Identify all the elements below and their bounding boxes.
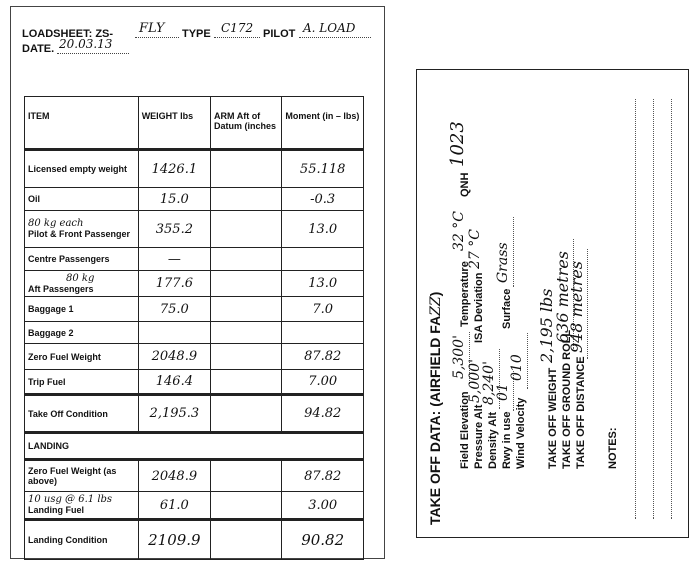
row-moment: 87.82	[282, 460, 364, 492]
row-moment: 13.0	[282, 271, 364, 297]
row-arm	[211, 460, 282, 492]
pressure-alt-label: Pressure Alt	[473, 404, 485, 469]
row-item: Aft Passengers	[28, 283, 94, 294]
row-weight: 2109.9	[138, 520, 210, 560]
temperature-value: 32 °C	[451, 211, 467, 251]
type-value: C172	[221, 21, 254, 35]
header-arm: ARM Aft of Datum (inches	[211, 97, 282, 150]
row-item: Oil	[28, 194, 41, 204]
density-alt-value: 8,240'	[481, 361, 497, 405]
row-arm	[211, 271, 282, 297]
row-weight: 1426.1	[138, 150, 210, 188]
pilot-value: A. LOAD	[303, 21, 356, 35]
takeoff-distance-value: 948 metres	[567, 260, 586, 353]
row-arm	[211, 297, 282, 322]
row-item: Landing Condition	[28, 535, 108, 545]
takeoff-airfield-value: ZZ	[428, 296, 444, 316]
table-row	[25, 188, 364, 211]
row-moment: 87.82	[282, 344, 364, 370]
row-item: Baggage 2	[28, 327, 74, 338]
row-weight: 15.0	[138, 188, 210, 211]
row-arm	[211, 248, 282, 271]
row-item: Zero Fuel Weight	[28, 351, 101, 362]
runway-label: Rwy in use	[501, 411, 513, 469]
row-moment	[282, 248, 364, 271]
pilot-label: PILOT	[263, 28, 296, 40]
date-label: DATE.	[22, 43, 55, 55]
qnh-label: QNH	[459, 172, 471, 197]
header-item: ITEM	[25, 97, 139, 150]
row-note: 80 kg	[66, 272, 95, 284]
table-row	[25, 395, 364, 433]
table-row	[25, 322, 364, 344]
density-alt-label: Density Alt	[487, 411, 499, 469]
loadsheet-table	[24, 96, 364, 560]
surface-value: Grass	[495, 242, 511, 283]
row-item: Pilot & Front Passenger	[28, 229, 131, 239]
field-elevation-value: 5,300'	[451, 335, 467, 379]
surface-label: Surface	[501, 288, 513, 329]
row-weight: 75.0	[138, 297, 210, 322]
table-row	[25, 520, 364, 560]
row-note: 80 kg each	[28, 218, 84, 229]
surface-line	[513, 217, 514, 287]
landing-section-heading: LANDING	[28, 441, 69, 451]
notes-line-1	[635, 99, 636, 519]
row-arm	[211, 520, 282, 560]
wind-velocity-label: Wind Velocity	[515, 397, 527, 469]
pilot-line	[299, 37, 371, 38]
row-moment: 90.82	[282, 520, 364, 560]
row-arm	[211, 188, 282, 211]
wind-velocity-line	[527, 333, 528, 389]
takeoff-weight-value: 2,195 lbs	[537, 288, 556, 363]
row-moment: 3.00	[282, 492, 364, 520]
takeoff-title	[427, 292, 444, 525]
table-row	[25, 248, 364, 271]
isa-deviation-label: ISA Deviation	[473, 272, 485, 343]
row-weight: 61.0	[138, 492, 210, 520]
row-arm	[211, 370, 282, 395]
type-label: TYPE	[182, 28, 211, 40]
row-item: Centre Passengers	[28, 254, 110, 264]
header-weight: WEIGHT lbs	[138, 97, 210, 150]
row-item: Trip Fuel	[28, 376, 66, 387]
qnh-value: 1023	[447, 121, 468, 167]
table-row	[25, 344, 364, 370]
row-item: Take Off Condition	[28, 408, 108, 419]
notes-label: NOTES:	[607, 427, 619, 469]
row-weight: 2048.9	[138, 460, 210, 492]
row-arm	[211, 150, 282, 188]
table-row	[25, 211, 364, 248]
row-arm	[211, 322, 282, 344]
row-note: 10 usg @ 6.1 lbs	[28, 494, 113, 505]
row-arm	[211, 492, 282, 520]
row-arm	[211, 211, 282, 248]
row-item: Zero Fuel Weight (as above)	[28, 466, 117, 486]
table-row	[25, 150, 364, 188]
row-weight: 146.4	[138, 370, 210, 395]
row-arm	[211, 344, 282, 370]
table-header-row	[25, 97, 364, 150]
takeoff-data-card	[416, 69, 689, 538]
temperature-label: Temperature	[459, 261, 471, 327]
row-item: Landing Fuel	[28, 505, 84, 515]
takeoff-distance-line	[587, 249, 588, 359]
takeoff-title-text: TAKE OFF DATA: (AIRFIELD FA	[427, 315, 443, 525]
row-weight	[138, 322, 210, 344]
type-line	[214, 37, 260, 38]
isa-deviation-value: 27 °C	[467, 229, 483, 269]
row-moment: -0.3	[282, 188, 364, 211]
row-moment	[282, 322, 364, 344]
header-moment: Moment (in – lbs)	[282, 97, 364, 150]
field-elevation-label: Field Elevation	[459, 391, 471, 469]
takeoff-title-close: )	[427, 291, 443, 297]
row-item: Licensed empty weight	[28, 164, 128, 174]
row-moment: 94.82	[282, 395, 364, 433]
ground-roll-label: TAKE OFF GROUND ROLL	[561, 329, 573, 469]
row-moment: 7.00	[282, 370, 364, 395]
wind-velocity-value: 010	[509, 354, 525, 381]
row-moment: 55.118	[282, 150, 364, 188]
row-moment: 7.0	[282, 297, 364, 322]
date-value: 20.03.13	[59, 37, 113, 51]
row-weight: —	[138, 248, 210, 271]
pressure-alt-value: 5,000'	[467, 359, 483, 403]
notes-line-2	[653, 99, 654, 519]
table-row	[25, 271, 364, 297]
loadsheet-page	[10, 6, 385, 559]
notes-line-3	[671, 99, 672, 519]
date-line	[57, 53, 129, 54]
takeoff-weight-label: TAKE OFF WEIGHT	[547, 367, 559, 469]
loadsheet-title-label: LOADSHEET: ZS-	[22, 28, 114, 40]
takeoff-distance-label: TAKE OFF DISTANCE	[575, 356, 587, 469]
row-weight: 177.6	[138, 271, 210, 297]
registration-line	[135, 37, 179, 38]
table-row	[25, 297, 364, 322]
registration-value: FLY	[139, 21, 165, 36]
row-weight: 355.2	[138, 211, 210, 248]
row-weight: 2,195.3	[138, 395, 210, 433]
row-item: Baggage 1	[28, 304, 74, 314]
row-moment: 13.0	[282, 211, 364, 248]
row-arm	[211, 395, 282, 433]
takeoff-card-content	[417, 70, 690, 539]
table-row	[25, 370, 364, 395]
row-weight: 2048.9	[138, 344, 210, 370]
table-row	[25, 460, 364, 492]
ground-roll-value: 636 metres	[553, 250, 572, 343]
table-row	[25, 433, 364, 460]
table-row	[25, 492, 364, 520]
runway-value: 01	[495, 383, 511, 401]
